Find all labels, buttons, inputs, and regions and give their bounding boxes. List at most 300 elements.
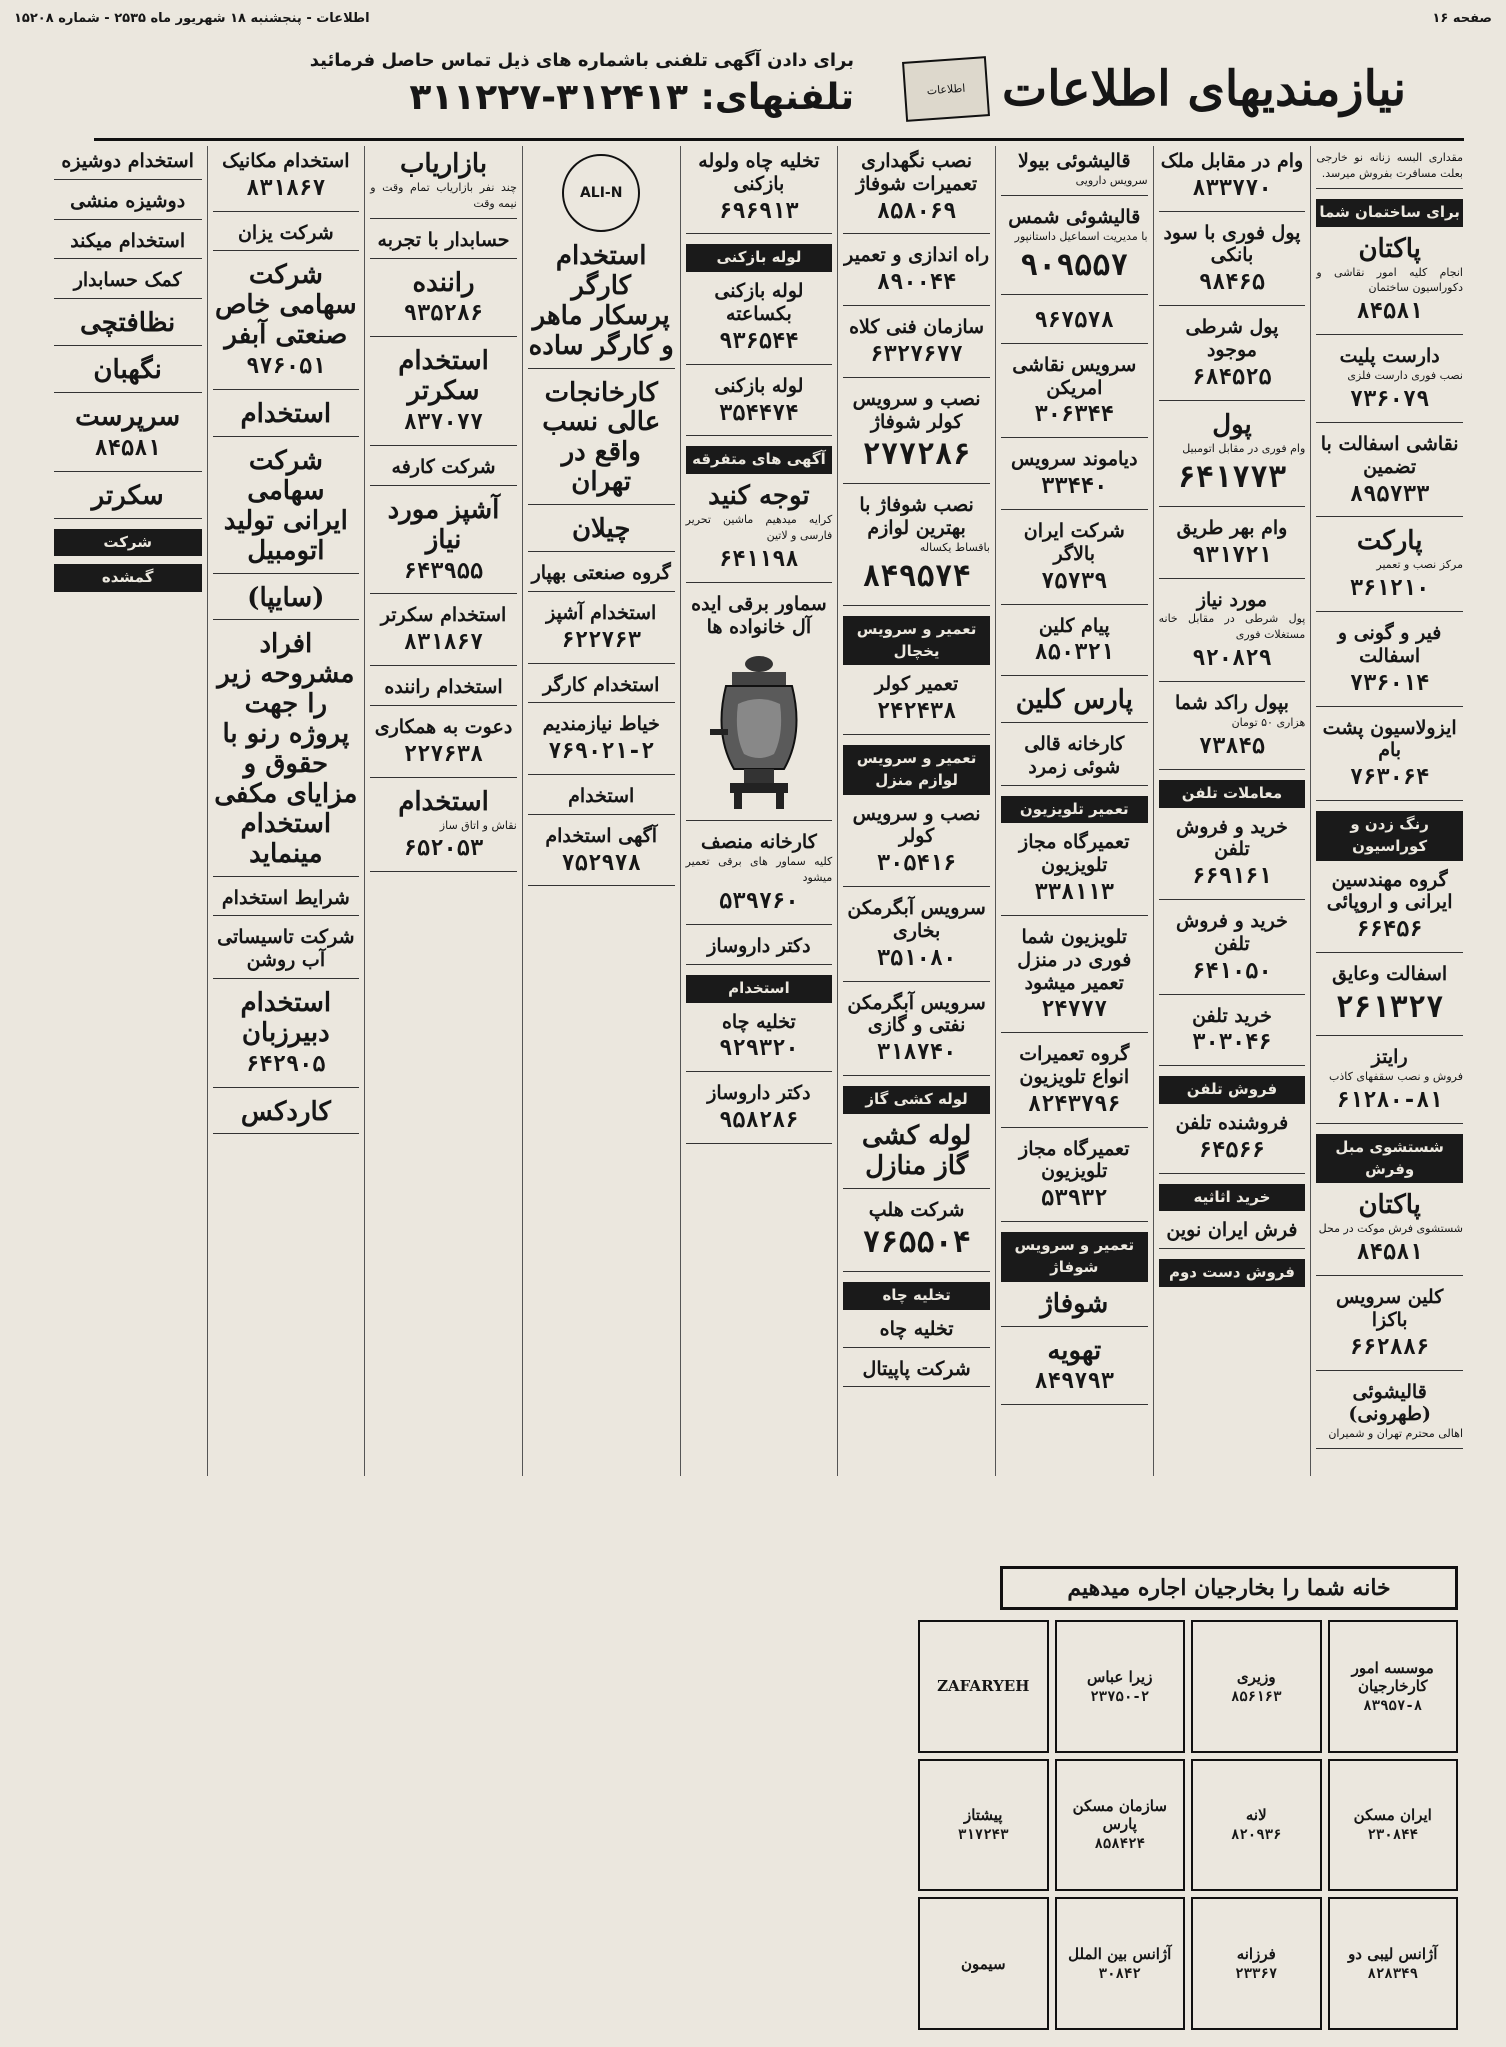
ad-divider xyxy=(843,605,990,606)
top-strip xyxy=(0,6,1506,30)
classified-ad xyxy=(370,788,517,873)
ad-heading: فیر و گونی و اسفالت xyxy=(1337,622,1442,667)
foreigners-banner: خانه شما را بخارجیان اجاره میدهیم xyxy=(1000,1566,1458,1610)
ad-divider xyxy=(686,924,833,925)
ad-heading: نگهبان xyxy=(93,355,162,386)
classified-ad xyxy=(843,150,990,234)
ad-phone: ۷۵۲۹۷۸ xyxy=(561,850,641,876)
masthead-title: نیازمندیهای اطلاعات xyxy=(1002,61,1407,117)
ad-phone: ۳۳۴۴۰ xyxy=(1041,474,1108,500)
ad-heading: کلین سرویس باکزا xyxy=(1336,1286,1444,1331)
ad-heading: شرکت ایران بالاگر xyxy=(1023,520,1125,565)
ad-divider xyxy=(370,445,517,446)
ad-phone: ۶۹۶۹۱۳ xyxy=(719,198,799,224)
ad-divider xyxy=(54,298,202,299)
ad-divider xyxy=(213,436,360,437)
ad-body: نقاش و اتاق ساز xyxy=(439,818,517,832)
classified-ad xyxy=(1001,150,1148,196)
ad-divider xyxy=(686,435,833,436)
ad-divider xyxy=(1001,343,1148,344)
ad-phone: ۳۶۱۲۱۰ xyxy=(1349,576,1430,602)
classified-ad xyxy=(843,1199,990,1272)
classified-ad xyxy=(686,1082,833,1144)
ad-phone: ۶۵۲۰۵۳ xyxy=(403,836,484,862)
ad-heading: شرکت یزان xyxy=(237,221,334,244)
ad-body: چند نفر بازاریاب تمام وقت و نیمه وقت xyxy=(370,180,517,210)
ad-divider xyxy=(843,1347,990,1348)
agency-name: لانه xyxy=(1245,1806,1267,1825)
ad-divider xyxy=(843,377,990,378)
section-header: رنگ زدن و کوراسیون xyxy=(1316,811,1463,861)
classified-ad xyxy=(1316,150,1463,189)
ad-phone: ۸۴۵۸۱ xyxy=(1356,1240,1423,1266)
classified-ad xyxy=(1001,206,1148,295)
ad-divider xyxy=(1159,400,1306,401)
ad-divider xyxy=(1001,195,1148,196)
section-header: شرکت xyxy=(54,529,202,557)
ad-heading: لوله کشی گاز منازل xyxy=(861,1120,972,1181)
ad-divider xyxy=(843,305,990,306)
ad-divider xyxy=(1001,604,1148,605)
section-header: تعمیر تلویزیون xyxy=(1001,796,1148,824)
ad-heading: دکتر داروساز xyxy=(707,1082,811,1105)
agency-box xyxy=(918,1897,1049,2030)
ad-divider xyxy=(528,551,675,552)
ad-heading: شرکت سهامی ایرانی تولید اتومبیل xyxy=(223,445,348,566)
classified-ad xyxy=(528,713,675,775)
classified-ad xyxy=(1316,433,1463,517)
ad-divider xyxy=(1159,681,1306,682)
ad-divider xyxy=(528,504,675,505)
classified-ad xyxy=(1159,411,1306,507)
ad-phone: ۶۴۱۰۵۰ xyxy=(1192,958,1272,984)
ad-phone: ۹۳۶۵۴۴ xyxy=(719,328,799,354)
classified-ad xyxy=(1159,150,1306,212)
ad-divider xyxy=(528,885,675,886)
ad-divider xyxy=(370,485,517,486)
ad-heading: تخلیه چاه ولوله بازکنی xyxy=(698,150,820,195)
classified-ad xyxy=(1001,305,1148,344)
ad-divider xyxy=(1159,769,1306,770)
section-header: گمشده xyxy=(54,564,202,592)
ad-heading: کارخانه قالی شوئی زمرد xyxy=(1024,733,1125,778)
ad-phone: ۳۵۱۰۸۰ xyxy=(876,945,957,971)
classified-ad xyxy=(54,230,202,260)
classified-ad xyxy=(686,375,833,437)
agency-phone: ۳۱۷۲۴۳ xyxy=(957,1827,1009,1844)
classified-ad xyxy=(686,935,833,965)
ad-heading: قالیشوئی (طهرونی) xyxy=(1348,1380,1431,1426)
classified-ad xyxy=(686,593,833,822)
ad-heading: بپول راکد شما xyxy=(1174,692,1289,715)
ad-heading: دارست پلیت xyxy=(1339,345,1440,368)
ad-body: باقساط یکساله xyxy=(919,540,990,554)
ad-phone: ۸۴۵۸۱ xyxy=(94,435,161,461)
ad-heading: شوفاژ xyxy=(1040,1288,1109,1319)
agency-box xyxy=(1328,1620,1459,1753)
classified-ad xyxy=(1001,1043,1148,1127)
ad-divider xyxy=(843,981,990,982)
ad-divider xyxy=(1001,1032,1148,1033)
ad-phone: ۶۶۲۸۸۶ xyxy=(1349,1334,1430,1360)
ad-phone: ۷۳۸۴۵ xyxy=(1198,733,1266,759)
ad-divider xyxy=(843,1271,990,1272)
ad-divider xyxy=(686,1071,833,1072)
classified-ad xyxy=(843,244,990,306)
ad-divider xyxy=(1159,1065,1306,1066)
section-header: خرید اثاثیه xyxy=(1159,1184,1306,1212)
agency-box xyxy=(1328,1897,1459,2030)
classified-ad xyxy=(843,494,990,606)
ad-divider xyxy=(54,179,202,180)
header xyxy=(94,44,1464,136)
ad-divider xyxy=(1001,675,1148,676)
classified-ad xyxy=(1001,1290,1148,1327)
ad-heading: خیاط نیازمندیم xyxy=(542,713,660,736)
ad-divider xyxy=(370,258,517,259)
classified-ad xyxy=(1159,816,1306,900)
classified-ad xyxy=(370,604,517,666)
ad-heading: آشپز مورد نیاز xyxy=(387,494,500,555)
section-header: فروش دست دوم xyxy=(1159,1259,1306,1287)
agency-phone: ۲۳۷۵۰-۲ xyxy=(1090,1688,1150,1705)
ad-heading: مورد نیاز xyxy=(1196,588,1268,611)
ad-divider xyxy=(1316,1123,1463,1124)
agency-phone: ۸۵۶۱۶۳ xyxy=(1230,1688,1282,1705)
section-header: لوله بازکنی xyxy=(686,244,833,272)
classified-ad xyxy=(1159,692,1306,770)
column-c6 xyxy=(522,146,680,1476)
ad-divider xyxy=(370,871,517,872)
call-info xyxy=(94,50,854,118)
ad-phone: ۶۶۴۵۶ xyxy=(1356,917,1423,943)
ad-divider xyxy=(1001,722,1148,723)
classified-ad xyxy=(213,926,360,979)
ad-heading: پول شرطی موجود xyxy=(1185,316,1279,361)
classified-ad xyxy=(54,269,202,299)
ad-divider xyxy=(686,582,833,583)
classified-ad xyxy=(213,261,360,390)
ad-divider xyxy=(528,591,675,592)
column-c7 xyxy=(364,146,522,1476)
section-header: شستشوی مبل وفرش xyxy=(1316,1134,1463,1184)
ad-phone-large: ۸۴۹۵۷۴ xyxy=(862,559,971,595)
ad-phone: ۳۰۵۴۱۶ xyxy=(876,851,957,877)
classified-ad xyxy=(54,482,202,519)
classified-ad xyxy=(54,309,202,346)
ad-heading: دعوت به همکاری xyxy=(374,715,513,738)
agency-box xyxy=(1328,1759,1459,1892)
classified-ad xyxy=(370,229,517,259)
classified-ad xyxy=(528,242,675,369)
ad-phone: ۶۴۱۱۹۸ xyxy=(719,546,799,572)
ad-heading: نظافتچی xyxy=(80,308,176,339)
ad-divider xyxy=(686,233,833,234)
ad-phone: ۵۳۹۳۲ xyxy=(1041,1186,1108,1212)
agency-phone: ۲۳۳۶۷ xyxy=(1235,1966,1278,1983)
ad-phone: ۸۴۵۸۱ xyxy=(1356,299,1423,325)
agency-box xyxy=(1055,1759,1186,1892)
ad-heading: سرویس آبگرمکن نفتی و گازی xyxy=(847,991,986,1037)
agency-box xyxy=(1191,1759,1322,1892)
ad-heading: استخدام کارگر پرسکار ماهر و کارگر ساده xyxy=(528,241,674,361)
ad-phone: ۸۹۰۰۴۴ xyxy=(876,270,957,296)
ad-phone: ۹۶۷۵۷۸ xyxy=(1034,307,1115,333)
classified-ad xyxy=(1159,589,1306,683)
ad-heading: تهویه xyxy=(1047,1335,1102,1366)
classified-ad xyxy=(1316,1286,1463,1370)
ad-divider xyxy=(213,211,360,212)
ad-divider xyxy=(1159,578,1306,579)
ad-heading: وام در مقابل ملک xyxy=(1160,150,1304,172)
classified-ad xyxy=(686,280,833,364)
ad-divider xyxy=(1159,211,1306,212)
ad-body: نصب فوری دارست فلزی xyxy=(1347,369,1463,383)
classified-ad xyxy=(843,1318,990,1348)
ad-divider xyxy=(843,886,990,887)
ad-heading: گروه مهندسین ایرانی و اروپائی xyxy=(1326,868,1453,914)
ad-heading: نصب شوفاژ با بهترین لوازم xyxy=(859,493,974,539)
ad-body: اهالی محترم تهران و شمیران xyxy=(1328,1427,1463,1441)
ad-heading: پول xyxy=(1212,409,1252,440)
classified-ad xyxy=(528,785,675,815)
ad-phone-large: ۲۷۷۲۸۶ xyxy=(862,437,971,473)
ad-divider xyxy=(1159,305,1306,306)
header-rule xyxy=(94,138,1464,141)
ad-heading: شرکت سهامی خاص صنعتی آبفر xyxy=(214,260,357,351)
ad-phone: ۵۳۹۷۶۰ xyxy=(719,889,799,915)
classified-ad xyxy=(213,584,360,621)
ad-divider xyxy=(1316,1370,1463,1371)
classified-ad xyxy=(1316,1191,1463,1276)
classified-ad xyxy=(54,150,202,180)
ad-divider xyxy=(843,233,990,234)
ad-heading: استخدام راننده xyxy=(384,676,503,699)
ad-heading: توجه کنید xyxy=(708,481,810,512)
masthead xyxy=(904,44,1464,134)
ad-divider xyxy=(1316,422,1463,423)
page-label: صفحه ۱۶ xyxy=(1432,10,1492,26)
ad-divider xyxy=(1001,915,1148,916)
ad-phone: ۷۵۷۳۹ xyxy=(1041,568,1108,594)
masthead-logo-icon: اطلاعات xyxy=(902,56,990,122)
ad-heading: گروه صنعتی بهپار xyxy=(531,562,671,585)
agency-name: موسسه امور کارخارجیان xyxy=(1351,1658,1434,1695)
ad-divider xyxy=(1159,506,1306,507)
agency-phone: ۸۳۹۵۷-۸ xyxy=(1363,1697,1423,1714)
classified-ad xyxy=(1159,1005,1306,1067)
ad-divider xyxy=(686,820,833,821)
classified-ad xyxy=(370,456,517,486)
column-c2 xyxy=(1153,146,1311,1476)
classified-columns xyxy=(48,146,1468,1476)
classified-ad xyxy=(843,897,990,981)
classified-ad xyxy=(843,316,990,378)
ad-heading: کارخانه منصف xyxy=(701,831,817,854)
section-header: فروش تلفن xyxy=(1159,1076,1306,1104)
column-c3 xyxy=(995,146,1153,1476)
ad-heading: چیلان xyxy=(571,514,631,545)
agency-name: آژانس لیبی دو xyxy=(1348,1945,1438,1964)
ad-divider xyxy=(1316,952,1463,953)
ad-heading: قالیشوئی شمس xyxy=(1008,205,1141,228)
ad-heading: آگهی استخدام xyxy=(545,824,658,847)
agency-name: سیمون xyxy=(960,1954,1006,1973)
classified-ad xyxy=(1159,910,1306,994)
agency-phone: ۸۲۸۳۴۹ xyxy=(1367,1966,1419,1983)
ad-heading: خرید و فروش تلفن xyxy=(1176,910,1288,955)
agency-box xyxy=(1191,1620,1322,1753)
ad-heading: شرکت تاسیساتی آب روشن xyxy=(217,926,355,972)
ad-phone: ۶۸۴۵۲۵ xyxy=(1192,364,1272,390)
ad-heading: قالیشوئی بیولا xyxy=(1017,150,1131,172)
ad-divider xyxy=(370,593,517,594)
ad-heading: رایتز xyxy=(1371,1046,1408,1069)
ad-divider xyxy=(1316,1035,1463,1036)
ad-heading: پارس کلین xyxy=(1015,685,1133,716)
ad-heading: تلویزیون شما فوری در منزل تعمیر میشود xyxy=(1017,925,1132,994)
ad-body: مرکز نصب و تعمیر xyxy=(1376,558,1463,572)
ad-heading: افراد مشروحه زیر را جهت پروژه رنو با حقوق و مزایای مکفی استخدام مینماید xyxy=(214,629,358,869)
ad-body: انجام کلیه امور نقاشی و دکوراسیون ساختمان xyxy=(1316,265,1463,295)
classified-ad xyxy=(213,887,360,917)
ad-phone: ۶۴۲۹۰۵ xyxy=(246,1051,326,1077)
ad-phone-large: ۷۶۵۵۰۴ xyxy=(862,1225,971,1261)
classified-ad xyxy=(843,1122,990,1189)
ad-divider xyxy=(843,483,990,484)
classified-ad xyxy=(1159,517,1306,579)
ad-divider xyxy=(1001,294,1148,295)
agency-box xyxy=(918,1620,1049,1753)
ad-heading: نصب و سرویس کولر شوفاژ xyxy=(852,387,981,433)
ad-phone: ۲۴۷۷۷ xyxy=(1041,997,1108,1023)
classified-ad xyxy=(686,1011,833,1073)
foreigners-agencies-grid xyxy=(918,1620,1458,2030)
ad-divider xyxy=(370,705,517,706)
classified-ad xyxy=(1001,733,1148,786)
classified-ad xyxy=(1001,615,1148,677)
classified-ad xyxy=(843,673,990,735)
ad-divider xyxy=(370,777,517,778)
classified-ad xyxy=(213,1098,360,1135)
ad-phone: ۳۵۴۴۷۴ xyxy=(719,400,799,426)
classified-ad xyxy=(370,150,517,219)
ad-divider xyxy=(370,218,517,219)
agency-phone: ۸۲۰۹۳۶ xyxy=(1230,1827,1282,1844)
ad-phone: ۶۲۲۷۶۳ xyxy=(561,627,641,653)
agency-box xyxy=(918,1759,1049,1892)
classified-ad xyxy=(1001,354,1148,438)
column-c9 xyxy=(49,146,207,1476)
ad-divider xyxy=(213,619,360,620)
ad-heading: دیاموند سرویس xyxy=(1011,448,1138,471)
ad-heading: استخدام کارگر xyxy=(543,673,660,696)
ad-phone: ۹۲۹۳۲۰ xyxy=(719,1036,799,1062)
agency-phone: ۳۰۸۴۲ xyxy=(1098,1966,1141,1983)
ad-heading: خرید و فروش تلفن xyxy=(1176,815,1288,861)
agency-box xyxy=(1191,1897,1322,2030)
ad-phone: ۶۴۵۶۶ xyxy=(1198,1137,1266,1163)
classified-ad xyxy=(370,716,517,778)
ad-divider xyxy=(213,250,360,251)
ad-divider xyxy=(528,774,675,775)
section-header: معاملات تلفن xyxy=(1159,780,1306,808)
agency-name: آژانس بین الملل xyxy=(1068,1945,1172,1964)
ad-phone: ۹۲۰۸۲۹ xyxy=(1192,646,1272,672)
ad-heading: (سایپا) xyxy=(247,582,325,613)
ad-heading: استخدام xyxy=(240,399,332,430)
ad-heading: سماور برقی ایده آل خانواده ها xyxy=(691,592,827,638)
section-header: تعمیر و سرویس لوازم منزل xyxy=(843,745,990,795)
ad-heading: تخلیه چاه xyxy=(721,1010,796,1033)
ad-divider xyxy=(1316,334,1463,335)
classified-ad xyxy=(1316,1381,1463,1450)
classified-ad xyxy=(1159,316,1306,400)
ad-phone: ۶۴۳۹۵۵ xyxy=(403,558,484,584)
classified-ad xyxy=(1001,1337,1148,1406)
ad-heading: گروه تعمیرات انواع تلویزیون xyxy=(1019,1043,1130,1088)
classified-ad xyxy=(370,347,517,446)
ad-heading: دکتر داروساز xyxy=(707,934,811,957)
agency-box xyxy=(1055,1897,1186,2030)
classified-ad xyxy=(1001,926,1148,1033)
agency-name: پیشتاز xyxy=(964,1806,1003,1825)
ad-phone: ۸۴۹۷۹۳ xyxy=(1034,1369,1115,1395)
ad-heading: استخدام دبیرزبان xyxy=(240,987,332,1048)
ad-divider xyxy=(1159,1248,1306,1249)
ad-heading: سازمان فنی کلاه xyxy=(849,316,985,339)
section-header: تعمیر و سرویس شوفاژ xyxy=(1001,1232,1148,1282)
classified-ad xyxy=(370,676,517,706)
ad-divider xyxy=(54,345,202,346)
ad-heading: تعمیرگاه مجاز تلویزیون xyxy=(1019,831,1130,877)
ad-heading: شرکت کارفه xyxy=(391,456,496,479)
ad-phone: ۹۵۸۲۸۶ xyxy=(719,1108,799,1133)
ad-body: مقداری البسه زنانه نو خارجی بعلت مسافرت بفروش میرسد. xyxy=(1316,151,1463,180)
ad-phone: ۷۳۶۰۱۴ xyxy=(1349,670,1430,696)
ad-phone: ۷۶۳۰۶۴ xyxy=(1349,765,1430,791)
classified-ad xyxy=(1001,831,1148,915)
ad-divider xyxy=(1316,188,1463,189)
ad-divider xyxy=(528,663,675,664)
ad-body: پول شرطی در مقابل خانه مستغلات فوری xyxy=(1158,612,1306,642)
ad-phone: ۳۳۸۱۱۳ xyxy=(1034,880,1115,906)
classified-ad xyxy=(686,831,833,925)
ad-divider xyxy=(1316,1275,1463,1276)
classified-ad xyxy=(1316,235,1463,336)
section-header: آگهی های متفرقه xyxy=(686,446,833,474)
ad-divider xyxy=(370,665,517,666)
agency-box xyxy=(1055,1620,1186,1753)
ad-heading: فرش ایران نوین xyxy=(1166,1219,1298,1242)
ad-divider xyxy=(213,573,360,574)
ad-divider xyxy=(1159,1173,1306,1174)
ad-heading: تخلیه چاه xyxy=(879,1317,954,1340)
ad-phone: ۹۳۵۲۸۶ xyxy=(403,301,484,327)
classified-ad xyxy=(1316,869,1463,953)
ad-phone-large: ۹۰۹۵۵۷ xyxy=(1020,248,1129,284)
ad-divider xyxy=(686,1143,833,1144)
ad-phone: ۸۵۸۰۶۹ xyxy=(876,198,957,224)
section-header: برای ساختمان شما xyxy=(1316,199,1463,227)
ad-phone: ۲۲۷۶۳۸ xyxy=(403,741,484,767)
ad-body: فروش و نصب سقفهای کاذب xyxy=(1329,1070,1463,1084)
classified-ad xyxy=(1316,1046,1463,1124)
ad-heading: خرید تلفن xyxy=(1192,1004,1272,1027)
classified-ad xyxy=(1316,963,1463,1036)
ad-heading: استخدام دوشیزه xyxy=(61,150,194,172)
ad-phone: ۶۱۲۸۰-۸۱ xyxy=(1336,1088,1443,1114)
